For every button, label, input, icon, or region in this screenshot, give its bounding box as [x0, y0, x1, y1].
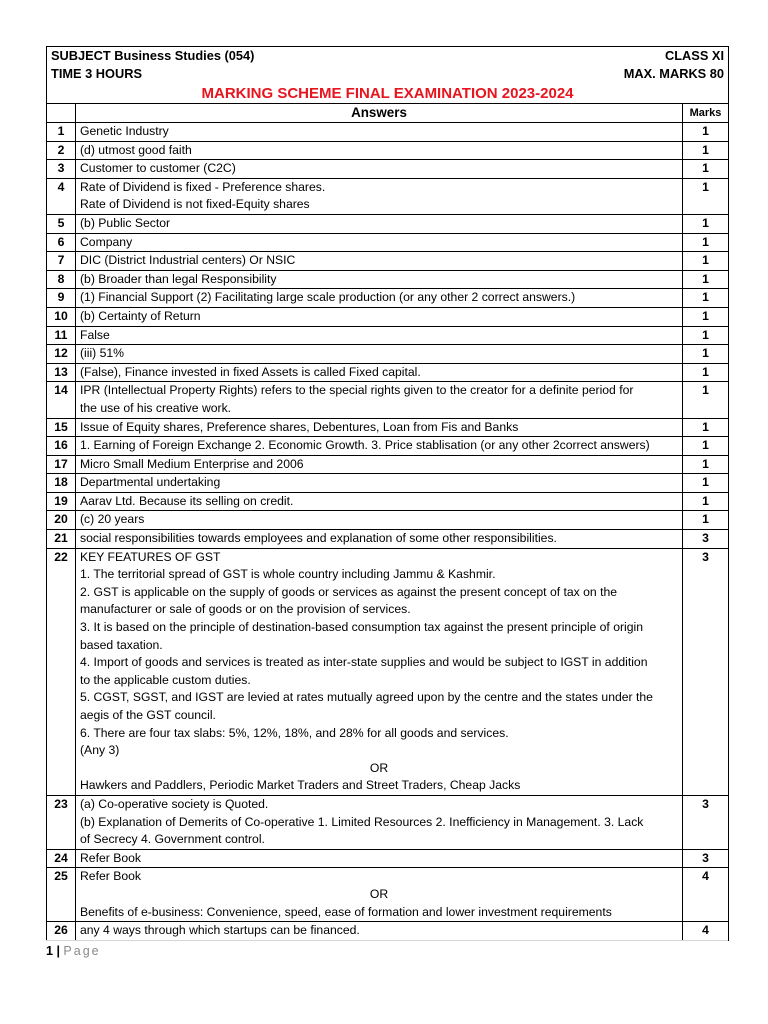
- question-number: 11: [47, 326, 76, 345]
- number-column-header: [47, 104, 76, 123]
- question-number: 19: [47, 492, 76, 511]
- marks-value: 3: [683, 795, 729, 849]
- scheme-title: MARKING SCHEME FINAL EXAMINATION 2023-2024: [201, 85, 574, 102]
- or-separator: OR: [369, 886, 389, 901]
- answer-cell: [76, 437, 683, 456]
- table-row: [47, 455, 729, 474]
- table-row: [47, 233, 729, 252]
- table-row: [47, 270, 729, 289]
- answer-cell: [76, 548, 683, 795]
- question-number: 1: [47, 123, 76, 142]
- marks-value: 1: [683, 363, 729, 382]
- answer-line: Departmental undertaking: [80, 475, 221, 490]
- answer-cell: [76, 178, 683, 214]
- answer-line: (False), Finance invested in fixed Assets is called Fixed capital.: [80, 364, 421, 379]
- table-row: [47, 418, 729, 437]
- answer-line: (d) utmost good faith: [80, 142, 192, 157]
- question-number: 22: [47, 548, 76, 795]
- question-number: 2: [47, 141, 76, 160]
- answer-line: (b) Public Sector: [80, 215, 171, 230]
- table-row: [47, 922, 729, 941]
- answer-line: Customer to customer (C2C): [80, 161, 236, 176]
- table-row: [47, 178, 729, 214]
- marks-value: 1: [683, 437, 729, 456]
- answer-line: Issue of Equity shares, Preference shares, Debentures, Loan from Fis and Banks: [80, 419, 519, 434]
- answer-line: 2. GST is applicable on the supply of goods or services as against the present concept of tax on the: [80, 584, 618, 599]
- answer-line: based taxation.: [80, 637, 163, 652]
- marks-value: 1: [683, 289, 729, 308]
- table-row: [47, 326, 729, 345]
- answer-line: (c) 20 years: [80, 512, 145, 527]
- table-row: [47, 530, 729, 549]
- answer-line: 1. The territorial spread of GST is whole country including Jammu & Kashmir.: [80, 567, 496, 582]
- answer-cell: [76, 233, 683, 252]
- answer-cell: [76, 141, 683, 160]
- class-label: CLASS XI: [664, 48, 725, 63]
- answer-cell: [76, 530, 683, 549]
- table-row: [47, 437, 729, 456]
- question-number: 21: [47, 530, 76, 549]
- answer-cell: [76, 326, 683, 345]
- answer-line: (1) Financial Support (2) Facilitating large scale production (or any other 2 correct answers.): [80, 290, 576, 305]
- page-number: 1: [46, 944, 53, 958]
- answer-line: Genetic Industry: [80, 124, 169, 138]
- question-number: 14: [47, 382, 76, 418]
- question-number: 7: [47, 252, 76, 271]
- question-number: 16: [47, 437, 76, 456]
- answer-line: (b) Certainty of Return: [80, 308, 201, 323]
- marks-value: 1: [683, 345, 729, 364]
- answer-cell: [76, 795, 683, 849]
- marks-value: 1: [683, 160, 729, 179]
- answer-line: 6. There are four tax slabs: 5%, 12%, 18%, and 28% for all goods and services.: [80, 725, 509, 740]
- answer-cell: [76, 123, 683, 142]
- answers-column-header: Answers: [76, 104, 683, 123]
- table-row: [47, 511, 729, 530]
- answer-cell: [76, 455, 683, 474]
- answer-line: Company: [80, 234, 133, 249]
- question-number: 4: [47, 178, 76, 214]
- marks-value: 1: [683, 252, 729, 271]
- question-number: 24: [47, 849, 76, 868]
- marks-value: 1: [683, 326, 729, 345]
- marks-value: 1: [683, 123, 729, 142]
- answer-line: Hawkers and Paddlers, Periodic Market Traders and Street Traders, Cheap Jacks: [80, 778, 521, 793]
- question-number: 13: [47, 363, 76, 382]
- answer-cell: [76, 307, 683, 326]
- page-label: Page: [63, 944, 101, 958]
- question-number: 15: [47, 418, 76, 437]
- answer-cell: [76, 474, 683, 493]
- answer-line: KEY FEATURES OF GST: [80, 549, 221, 564]
- answer-line: IPR (Intellectual Property Rights) refers to the special rights given to the creator for a definite period for: [80, 383, 634, 398]
- marks-value: 1: [683, 178, 729, 214]
- table-row: [47, 252, 729, 271]
- answer-line: Rate of Dividend is not fixed-Equity shares: [80, 197, 310, 212]
- answer-line: (b) Broader than legal Responsibility: [80, 271, 277, 286]
- answer-line: (iii) 51%: [80, 346, 125, 361]
- table-row: [47, 492, 729, 511]
- answer-line: 4. Import of goods and services is treated as inter-state supplies and would be subject to IGST in addition: [80, 655, 648, 670]
- question-number: 6: [47, 233, 76, 252]
- question-number: 17: [47, 455, 76, 474]
- answer-cell: [76, 270, 683, 289]
- answer-line: aegis of the GST council.: [80, 708, 216, 722]
- answer-line: Refer Book: [80, 869, 141, 884]
- page-footer: [46, 943, 101, 959]
- answer-cell: [76, 492, 683, 511]
- marks-value: 1: [683, 141, 729, 160]
- question-number: 26: [47, 922, 76, 941]
- header-line-1: [51, 47, 724, 65]
- marks-value: 1: [683, 307, 729, 326]
- marks-value: 3: [683, 849, 729, 868]
- question-number: 20: [47, 511, 76, 530]
- marks-value: 1: [683, 455, 729, 474]
- marks-value: 4: [683, 922, 729, 941]
- answer-cell: [76, 868, 683, 922]
- answer-cell: [76, 289, 683, 308]
- answer-line: social responsibilities towards employees and explanation of some other responsibilities.: [80, 531, 557, 546]
- answer-cell: [76, 214, 683, 233]
- header-line-2: [51, 65, 724, 83]
- answer-line: Rate of Dividend is fixed - Preference shares.: [80, 179, 326, 194]
- answer-line: Benefits of e-business: Convenience, speed, ease of formation and lower investment requirements: [80, 904, 612, 919]
- table-row: [47, 123, 729, 142]
- question-number: 25: [47, 868, 76, 922]
- table-row: [47, 548, 729, 795]
- answer-cell: [76, 849, 683, 868]
- table-row: [47, 795, 729, 849]
- header-cell: [47, 47, 729, 104]
- marks-value: 3: [683, 530, 729, 549]
- table-row: [47, 363, 729, 382]
- answer-line: Aarav Ltd. Because its selling on credit.: [80, 493, 294, 508]
- answer-line: the use of his creative work.: [80, 400, 232, 415]
- answer-line: False: [80, 327, 110, 342]
- marks-column-header: Marks: [683, 104, 729, 123]
- table-row: [47, 345, 729, 364]
- subject-label: SUBJECT Business Studies (054): [51, 48, 255, 63]
- table-row: [47, 214, 729, 233]
- answer-line: manufacturer or sale of goods or on the provision of services.: [80, 602, 411, 617]
- question-number: 10: [47, 307, 76, 326]
- question-number: 9: [47, 289, 76, 308]
- max-marks-label: MAX. MARKS 80: [623, 66, 725, 81]
- answer-line: of Secrecy 4. Government control.: [80, 832, 265, 847]
- table-row: [47, 307, 729, 326]
- answer-line: 5. CGST, SGST, and IGST are levied at rates mutually agreed upon by the centre and the states under the: [80, 690, 653, 705]
- footer-rule: [46, 940, 728, 941]
- column-header-row: [47, 104, 729, 123]
- table-row: [47, 141, 729, 160]
- question-number: 3: [47, 160, 76, 179]
- question-number: 23: [47, 795, 76, 849]
- table-row: [47, 160, 729, 179]
- answer-line: Micro Small Medium Enterprise and 2006: [80, 456, 304, 471]
- marks-value: 1: [683, 474, 729, 493]
- table-row: [47, 849, 729, 868]
- answer-line: 1. Earning of Foreign Exchange 2. Economic Growth. 3. Price stablisation (or any other 2correct answers): [80, 438, 650, 453]
- time-label: TIME 3 HOURS: [51, 66, 143, 81]
- answer-cell: [76, 160, 683, 179]
- answer-line: (Any 3): [80, 743, 120, 758]
- answer-line: Refer Book: [80, 850, 141, 865]
- answer-line: (a) Co-operative society is Quoted.: [80, 796, 269, 811]
- answer-cell: [76, 511, 683, 530]
- marks-value: 1: [683, 214, 729, 233]
- or-separator: OR: [369, 760, 389, 775]
- marks-value: 3: [683, 548, 729, 795]
- question-number: 8: [47, 270, 76, 289]
- marks-value: 1: [683, 418, 729, 437]
- marks-value: 1: [683, 492, 729, 511]
- answer-cell: [76, 418, 683, 437]
- marking-scheme-table: [46, 46, 729, 941]
- table-row: [47, 289, 729, 308]
- answer-cell: [76, 922, 683, 941]
- table-row: [47, 868, 729, 922]
- answer-line: (b) Explanation of Demerits of Co-operative 1. Limited Resources 2. Inefficiency in Management. 3. Lack: [80, 814, 644, 829]
- answer-cell: [76, 345, 683, 364]
- question-number: 5: [47, 214, 76, 233]
- marks-value: 1: [683, 511, 729, 530]
- question-number: 12: [47, 345, 76, 364]
- question-number: 18: [47, 474, 76, 493]
- marks-value: 1: [683, 270, 729, 289]
- answer-cell: [76, 363, 683, 382]
- answer-cell: [76, 382, 683, 418]
- header-row: [47, 47, 729, 104]
- table-row: [47, 382, 729, 418]
- answer-line: 3. It is based on the principle of destination-based consumption tax against the present principle of origin: [80, 620, 643, 635]
- table-row: [47, 474, 729, 493]
- answer-cell: [76, 252, 683, 271]
- marks-value: 4: [683, 868, 729, 922]
- answer-line: to the applicable custom duties.: [80, 672, 251, 687]
- marks-value: 1: [683, 233, 729, 252]
- answer-line: DIC (District Industrial centers) Or NSIC: [80, 253, 296, 268]
- answer-line: any 4 ways through which startups can be financed.: [80, 923, 360, 938]
- page-separator: |: [56, 944, 60, 958]
- marks-value: 1: [683, 382, 729, 418]
